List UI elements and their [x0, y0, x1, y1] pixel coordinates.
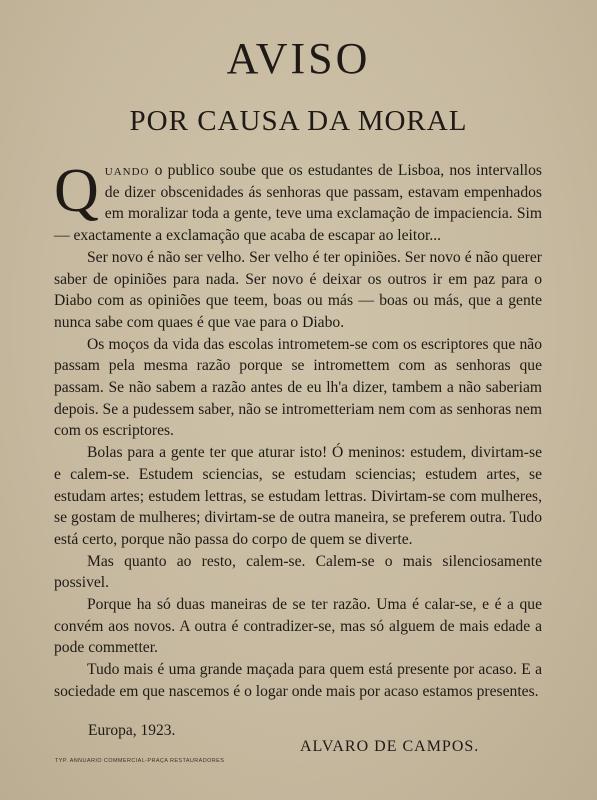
drop-cap: Q [54, 157, 99, 225]
body-text [54, 157, 542, 703]
printer-imprint: TYP. ANNUARIO COMMERCIAL-PRAÇA RESTAURADORES [55, 758, 225, 764]
paragraph-7: Tudo mais é uma grande maçada para quem está presente por acaso. E a sociedade em que nascemos é o logar onde mais por acaso estamos presentes. [54, 661, 542, 700]
paragraph-5: Mas quanto ao resto, calem-se. Calem-se o mais silenciosamente possivel. [54, 552, 542, 592]
paragraph-6: Porque ha só duas maneiras de se ter razão. Uma é calar-se, e é a que convém aos novos. A outra é contradizer-se, mas só alguem de mais edade a pode commetter. [54, 596, 542, 657]
page-subtitle: POR CAUSA DA MORAL [129, 105, 468, 137]
paragraph-1-text: o publico soube que os estudantes de Lisboa, nos intervallos de dizer obscenidades ás senhoras que passam, estavam empenhados em moralizar toda a gente, teve uma exclamação de impaciencia. Sim — exactamente a exclamação que acaba de escapar ao leitor... [54, 162, 542, 245]
opening-word: uando [104, 162, 150, 179]
page-title: AVISO [226, 34, 371, 83]
date-line: Europa, 1923. [88, 722, 176, 739]
paragraph-3: Os moços da vida das escolas intrometem-se com os escriptores que não passam pela mesma razão porque se intromettem com as senhoras que passam. Se não sabem a razão antes de eu lh'a dizer, tambem a não saberiam depois. Se a pudessem saber, não se intrometteriam nem com as senhoras nem com os escriptores. [54, 335, 542, 440]
paragraph-4: Bolas para a gente ter que aturar isto! Ó meninos: estudem, divirtam-se e calem-se. Estudem sciencias, se estudam sciencias; estudem artes, se estudam artes; estudem lettras, se estudam lettras. Divirtam-se com mulheres, se gostam de mulheres; divirtam-se de outra maneira, se preferem outra. Tudo está certo, porque não passa do corpo de quem se diverte. [54, 444, 542, 548]
signature: ALVARO DE CAMPOS. [300, 738, 480, 755]
paragraph-1 [54, 157, 542, 247]
paragraph-2: Ser novo é não ser velho. Ser velho é ter opiniões. Ser novo é não querer saber de opiniões para nada. Ser novo é deixar os outros ir em paz para o Diabo com as opiniões que teem, boas ou más — boas ou más, que a gente nunca sabe com quaes é que vae para o Diabo. [54, 248, 542, 331]
